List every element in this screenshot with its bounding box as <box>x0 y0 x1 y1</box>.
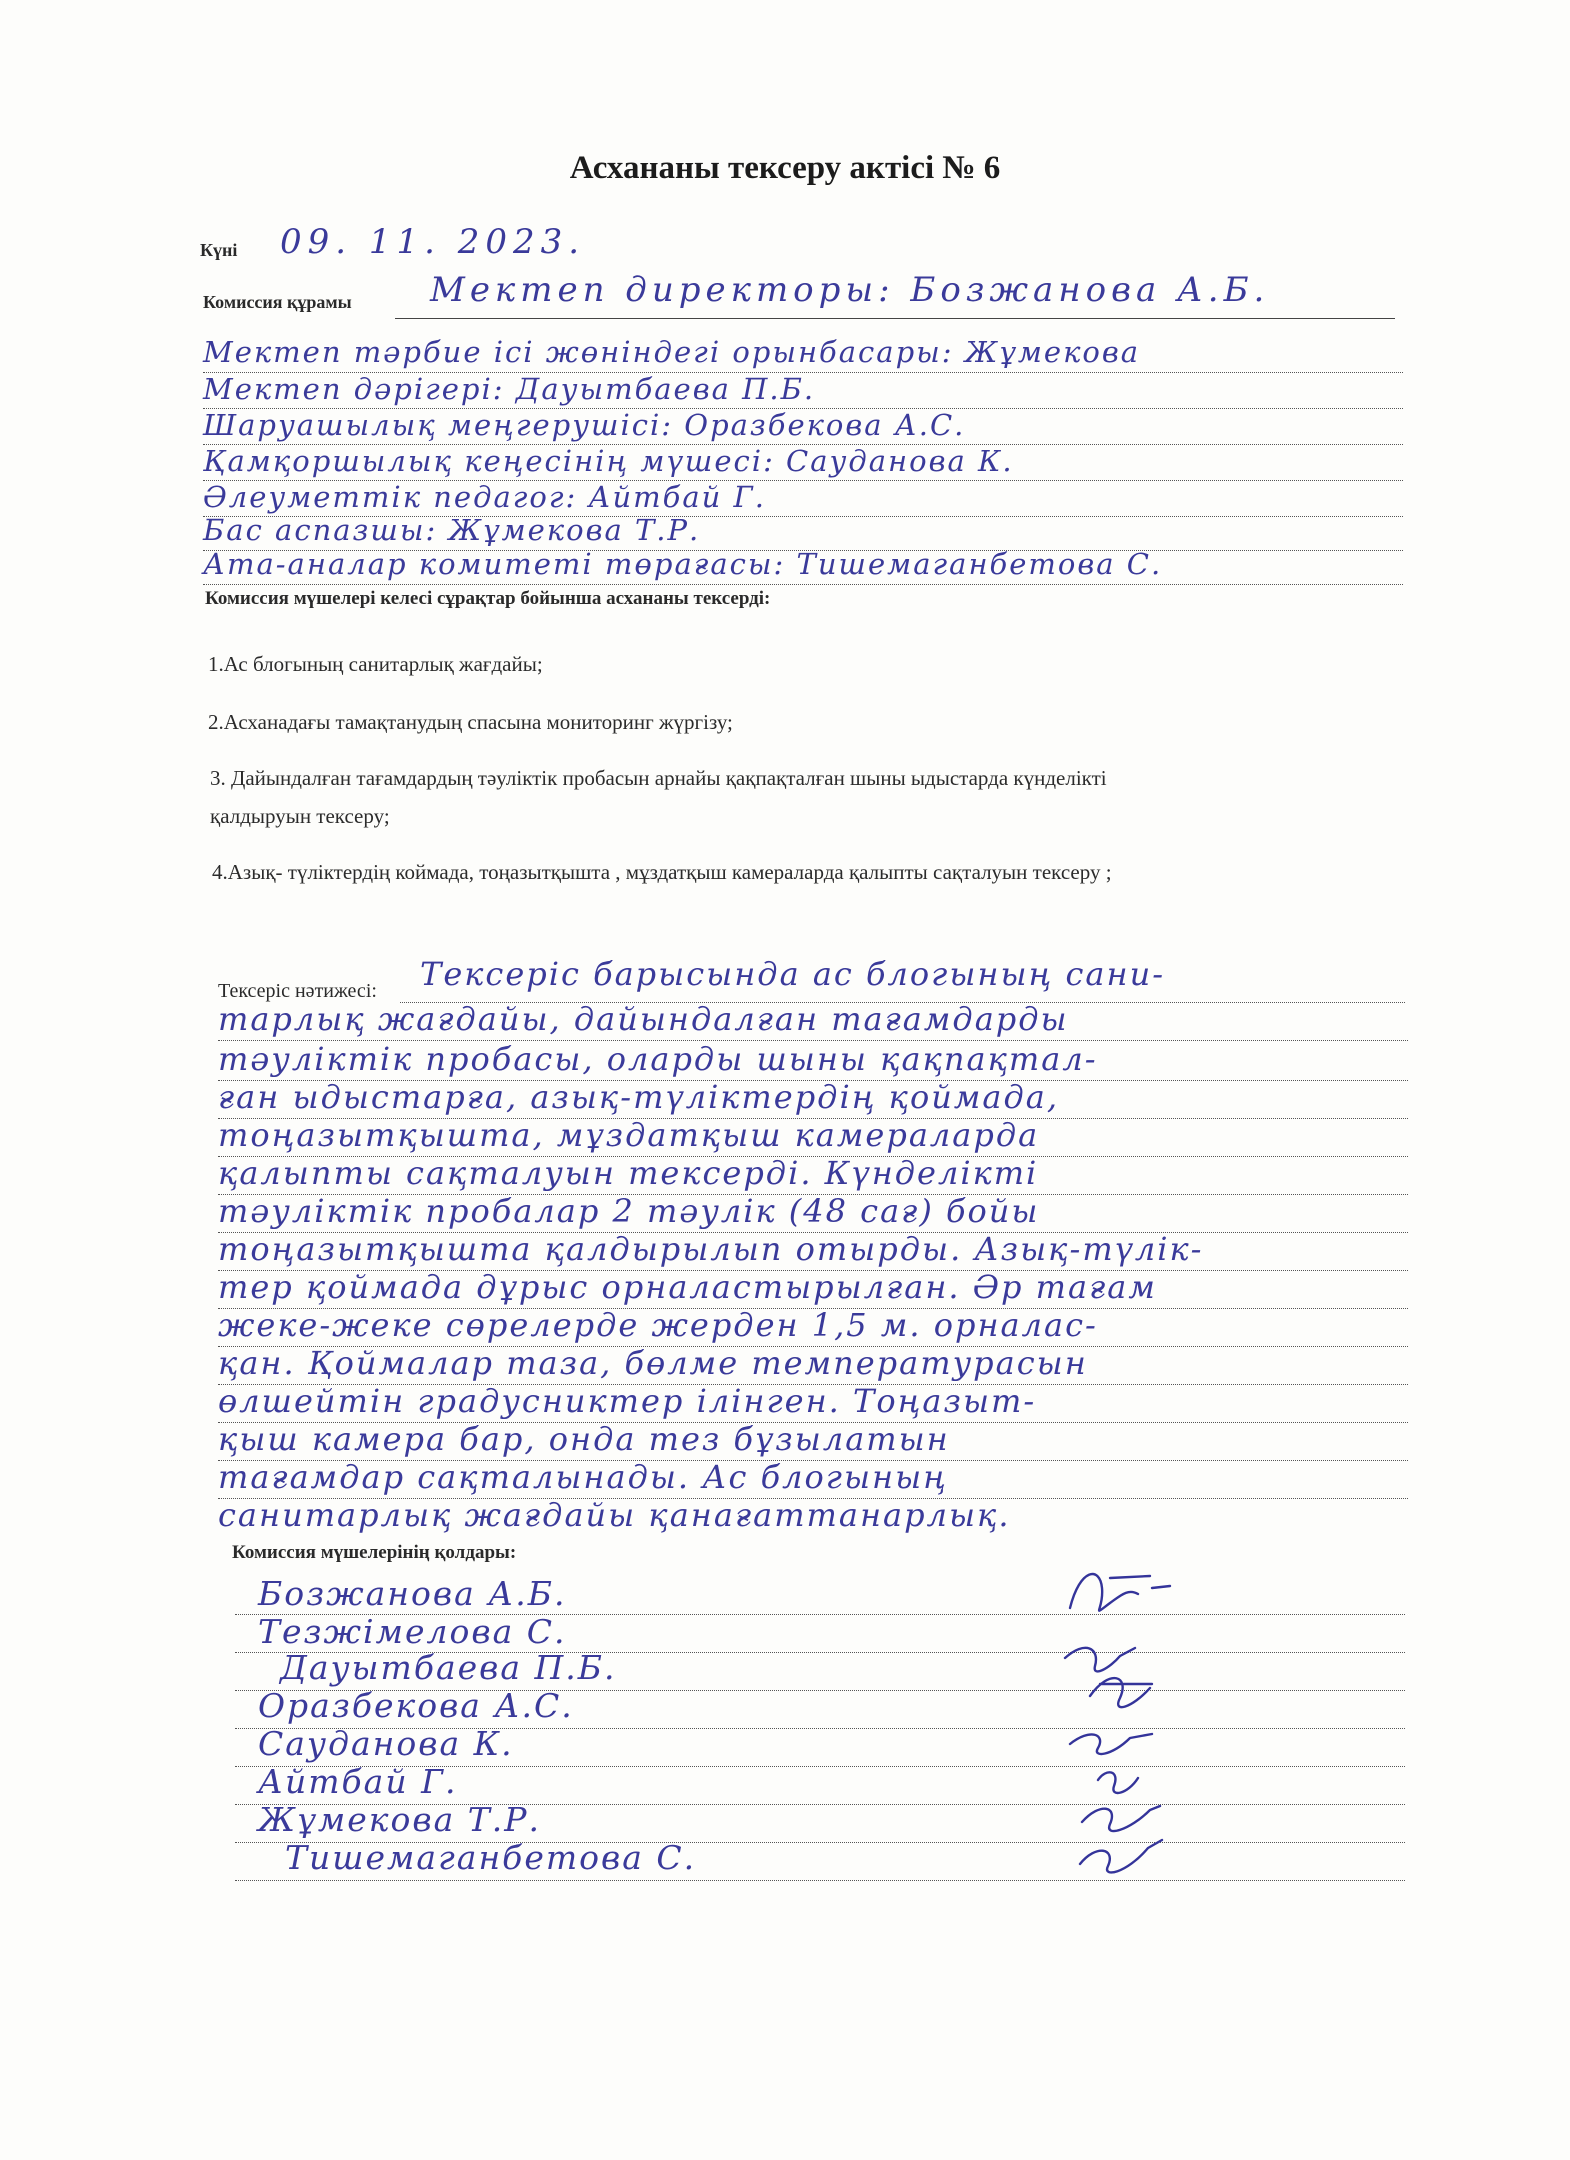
commission-line: Ата-аналар комитеті төрағасы: Тишемаганбетова С. <box>203 547 1163 581</box>
signature-mark <box>1065 1648 1135 1672</box>
result-line: санитарлық жағдайы қанағаттанарлық. <box>218 1496 1011 1534</box>
signature-name: Тезжімелова С. <box>258 1612 567 1651</box>
result-line: тәуліктік пробасы, оларды шыны қақпақтал- <box>218 1040 1098 1078</box>
commission-line: Әлеуметтік педагог: Айтбай Г. <box>203 480 766 514</box>
result-line: тоңазытқышта қалдырылып отырды. Азық-түлік- <box>218 1230 1204 1268</box>
checklist-item: қалдыруын тексеру; <box>210 804 390 828</box>
signature-name: Айтбай Г. <box>258 1762 458 1801</box>
signature-name: Бозжанова А.Б. <box>258 1574 567 1613</box>
checklist-item: 1.Ас блогының санитарлық жағдайы; <box>208 652 543 676</box>
result-line: тарлық жағдайы, дайындалған тағамдарды <box>218 1000 1069 1038</box>
result-line: Тексеріс барысында ас блогының сани- <box>420 955 1165 993</box>
commission-line: Мектеп директоры: Бозжанова А.Б. <box>430 270 1270 310</box>
commission-line: Шаруашылық меңгерушісі: Оразбекова А.С. <box>203 408 966 442</box>
checklist-item: 3. Дайындалған тағамдардың тәуліктік пробасын арнайы қақпақталған шыны ыдыстарда күнделікті <box>210 766 1107 790</box>
document-title: Асхананы тексеру актісі № 6 <box>569 150 1001 186</box>
result-line: қан. Қоймалар таза, бөлме температурасын <box>218 1344 1088 1382</box>
signature-mark <box>1080 1840 1162 1872</box>
commission-line: Мектеп тәрбие ісі жөніндегі орынбасары: Жұмекова <box>203 335 1141 369</box>
signatures-label: Комиссия мүшелерінің қолдары: <box>232 1542 517 1563</box>
result-line: қалыпты сақталуын тексерді. Күнделікті <box>218 1154 1039 1192</box>
checklist-intro: Комиссия мүшелері келесі сұрақтар бойынша асхананы тексерді: <box>205 588 771 609</box>
date-value: 09. 11. 2023. <box>280 222 586 262</box>
signature-name: Дауытбаева П.Б. <box>280 1648 617 1687</box>
signature-name: Сауданова К. <box>258 1724 514 1763</box>
result-line: қыш камера бар, онда тез бұзылатын <box>218 1420 950 1458</box>
result-line: өлшейтін градусниктер ілінген. Тоңазыт- <box>218 1382 1037 1420</box>
result-line: тер қоймада дұрыс орналастырылған. Әр тағам <box>218 1268 1157 1306</box>
result-line: тоңазытқышта, мұздатқыш камераларда <box>218 1116 1040 1154</box>
signature-mark <box>1082 1806 1160 1831</box>
result-label: Тексеріс нәтижесі: <box>218 980 377 1002</box>
result-line: ған ыдыстарға, азық-түліктердің қоймада, <box>218 1078 1060 1116</box>
checklist-item: 2.Асханадағы тамақтанудың спасына мониторинг жүргізу; <box>208 710 733 734</box>
commission-label: Комиссия құрамы <box>203 292 352 312</box>
result-line: тәуліктік пробалар 2 тәулік (48 сағ) бойы <box>218 1192 1040 1230</box>
signature-mark <box>1070 1574 1170 1611</box>
signature-name: Жұмекова Т.Р. <box>258 1800 541 1839</box>
signature-mark <box>1090 1678 1152 1707</box>
date-label: Күні <box>200 240 238 260</box>
commission-line: Қамқоршылық кеңесінің мүшесі: Сауданова К. <box>203 444 1014 478</box>
commission-line: Бас аспазшы: Жұмекова Т.Р. <box>203 513 701 547</box>
signature-mark <box>1070 1734 1152 1754</box>
commission-rule <box>395 318 1395 319</box>
commission-line: Мектеп дәрігері: Дауытбаева П.Б. <box>203 372 816 406</box>
signature-name: Оразбекова А.С. <box>258 1686 574 1725</box>
checklist-item: 4.Азық- түліктердің коймада, тоңазытқышта , мұздатқыш камераларда қалыпты сақталуын тексеру ; <box>212 860 1112 884</box>
handwritten-signatures <box>1040 1548 1300 1888</box>
result-line: тағамдар сақталынады. Ас блогының <box>218 1458 948 1496</box>
result-line: жеке-жеке сөрелерде жерден 1,5 м. орналас- <box>218 1306 1098 1344</box>
signature-name: Тишемаганбетова С. <box>285 1838 697 1877</box>
signature-mark <box>1098 1772 1138 1793</box>
